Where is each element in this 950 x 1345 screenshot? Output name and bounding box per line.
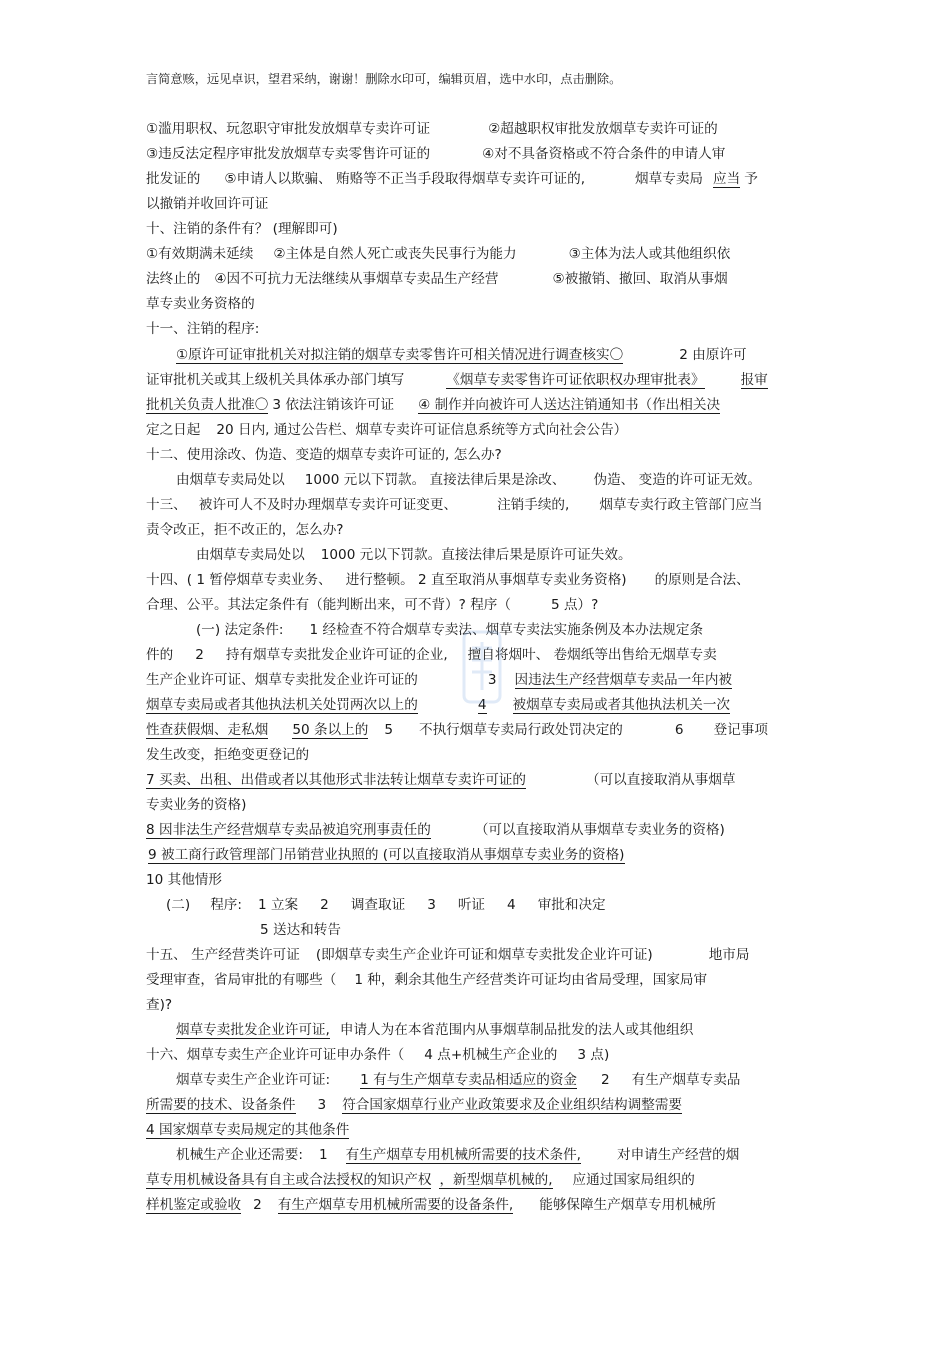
text-segment: 1000 元以下罚款。 直接法律后果是涂改、 (304, 472, 566, 488)
text-segment: 以撤销并收回许可证 (146, 196, 269, 212)
text-segment: 1 种，剩余其他生产经营类许可证均由省局受理，国家局审 (354, 972, 708, 988)
text-segment: 应通过国家局组织的 (572, 1172, 695, 1188)
text-line (146, 519, 344, 541)
text-segment: 伪造、 变造的许可证无效。 (593, 472, 761, 488)
text-segment: 性查获假烟、走私烟 (146, 722, 269, 738)
text-segment: 被烟草专卖局或者其他执法机关一次 (512, 697, 731, 713)
text-segment: 十六、烟草专卖生产企业许可证申办条件（ (146, 1047, 405, 1063)
text-segment: 听证 (457, 897, 486, 913)
text-line (146, 118, 718, 140)
text-segment: 符合国家烟草行业产业政策要求及企业组织结构调整需要 (342, 1097, 683, 1113)
text-line (176, 469, 761, 491)
text-line (146, 419, 627, 441)
text-line (146, 669, 732, 691)
text-segment: (即烟草专卖生产企业许可证和烟草专卖批发企业许可证) (315, 947, 653, 963)
text-segment: 所需要的技术、设备条件 (146, 1097, 296, 1113)
text-line (146, 1194, 716, 1216)
text-line (176, 344, 747, 366)
text-segment: 《烟草专卖零售许可证依职权办理审批表》 (446, 372, 705, 388)
text-line (146, 394, 720, 416)
text-segment: ①滥用职权、玩忽职守审批发放烟草专卖许可证 (146, 121, 431, 137)
text-segment: (二) (166, 897, 191, 913)
text-segment: ③违反法定程序审批发放烟草专卖零售许可证的 (146, 146, 431, 162)
text-segment: 程序: (210, 897, 242, 913)
text-segment: 50 条以上的 (292, 722, 369, 738)
text-segment: 因违法生产经营烟草专卖品一年内被 (514, 672, 733, 688)
text-segment: 3 (427, 897, 436, 913)
text-segment: 由烟草专卖局处以 (196, 547, 305, 563)
text-segment: 十五、 生产经营类许可证 (146, 947, 300, 963)
text-segment: 应当 (713, 171, 741, 187)
text-segment: 生产企业许可证、烟草专卖批发企业许可证的 (146, 672, 418, 688)
text-line (146, 694, 730, 716)
text-segment: 草专用机械设备具有自主或合法授权的知识产权 (146, 1172, 432, 1188)
text-segment: ①有效期满未延续 (146, 246, 254, 262)
text-line (146, 569, 750, 591)
text-line (146, 769, 736, 791)
text-line (146, 1044, 609, 1066)
text-segment: ⑤被撤销、撤回、取消从事烟 (552, 271, 728, 287)
text-segment: 5 (384, 722, 393, 738)
text-line (196, 544, 632, 566)
text-segment: 3 点) (577, 1047, 610, 1063)
text-line (146, 143, 725, 165)
text-segment: 2 (601, 1072, 610, 1088)
text-segment: 发生改变，拒绝变更登记的 (146, 747, 310, 763)
text-segment: ③主体为法人或其他组织依 (568, 246, 731, 262)
text-segment: ④对不具备资格或不符合条件的申请人审 (482, 146, 726, 162)
text-segment: 草专卖业务资格的 (146, 296, 255, 312)
text-line (146, 243, 730, 265)
text-segment: 受理审查，省局审批的有哪些（ (146, 972, 337, 988)
text-segment: 有生产烟草专用机械所需要的技术条件, (345, 1147, 582, 1163)
text-segment: 十三、 (146, 497, 187, 513)
text-segment: ②超越职权审批发放烟草专卖许可证的 (488, 121, 718, 137)
text-segment: 予 (744, 171, 758, 187)
text-segment: ④因不可抗力无法继续从事烟草专卖品生产经营 (214, 271, 499, 287)
text-line (146, 744, 309, 766)
text-line (146, 318, 259, 340)
text-line (146, 1119, 349, 1141)
text-segment: ④ 制作并向被许可人送达注销通知书（作出相关决 (418, 397, 721, 413)
text-line (146, 218, 338, 240)
text-segment: 十一、注销的程序: (146, 321, 260, 337)
text-line (260, 919, 341, 941)
text-segment: 责令改正，拒不改正的，怎么办? (146, 522, 344, 538)
text-segment: ⑤申请人以欺骗、 贿赂等不正当手段取得烟草专卖许可证的, (224, 171, 586, 187)
text-segment: 擅自将烟叶、 卷烟纸等出售给无烟草专卖 (467, 647, 717, 663)
text-segment: 2 (253, 1197, 262, 1213)
text-segment: 能够保障生产烟草专用机械所 (539, 1197, 716, 1213)
text-segment: 机械生产企业还需要: (176, 1147, 303, 1163)
page-header-note: 言简意赅，远见卓识，望君采纳，谢谢！删除水印可，编辑页眉，选中水印，点击删除。 (146, 72, 622, 86)
watermark-icon (462, 630, 502, 704)
text-segment: 批发证的 (146, 171, 201, 187)
text-segment: 2 (320, 897, 329, 913)
text-line (166, 894, 606, 916)
text-segment: （可以直接取消从事烟草 (586, 772, 736, 788)
text-line (146, 444, 502, 466)
text-segment: 进行整顿。 2 直至取消从事烟草专卖业务资格) (345, 572, 627, 588)
text-segment: 20 日内, 通过公告栏、烟草专卖许可证信息系统等方式向社会公告） (216, 422, 628, 438)
text-line (148, 844, 625, 866)
text-line (146, 944, 750, 966)
text-segment: 申请人为在本省范围内从事烟草制品批发的法人或其他组织 (339, 1022, 694, 1038)
text-line (146, 369, 768, 391)
text-segment: 由烟草专卖局处以 (176, 472, 285, 488)
text-segment: 被许可人不及时办理烟草专卖许可证变更、 (198, 497, 458, 513)
text-segment: 不执行烟草专卖局行政处罚决定的 (419, 722, 623, 738)
text-segment: 6 (674, 722, 684, 738)
text-segment: 合理、公平。其法定条件有（能判断出来，可不背）? 程序（ (146, 597, 511, 613)
text-segment: 烟草专卖批发企业许可证, (176, 1022, 330, 1038)
text-line (146, 819, 725, 841)
text-segment: 烟草专卖生产企业许可证: (176, 1072, 331, 1088)
text-segment: 5 点）? (550, 597, 599, 613)
text-segment: 十二、使用涂改、伪造、变造的烟草专卖许可证的, 怎么办? (146, 447, 502, 463)
text-line (146, 168, 758, 190)
text-line (146, 719, 768, 741)
text-segment: 十、注销的条件有？ (理解即可) (146, 221, 338, 237)
text-segment: 批机关负责人批准〇 (146, 397, 269, 413)
text-segment: 报审 (740, 372, 768, 388)
text-segment: 法终止的 (146, 271, 201, 287)
text-line (176, 1019, 693, 1041)
text-line (146, 594, 598, 616)
text-segment: 4 点+机械生产企业的 (424, 1047, 558, 1063)
text-line (146, 193, 268, 215)
text-segment: 1000 元以下罚款。直接法律后果是原许可证失效。 (320, 547, 632, 563)
text-segment: 2 由原许可 (679, 347, 747, 363)
text-segment: 样机鉴定或验收 (146, 1197, 242, 1213)
text-segment: ②主体是自然人死亡或丧失民事行为能力 (273, 246, 517, 262)
text-segment: ①原许可证审批机关对拟注销的烟草专卖零售许可相关情况进行调查核实〇 (176, 347, 624, 363)
text-line (146, 268, 728, 290)
text-segment: 4 国家烟草专卖局规定的其他条件 (146, 1122, 350, 1138)
text-line (146, 1094, 682, 1116)
text-line (176, 1144, 739, 1166)
text-segment: 3 (487, 672, 497, 688)
text-segment: 2 (195, 647, 204, 663)
text-line (196, 619, 703, 641)
text-segment: 1 (318, 1147, 328, 1163)
text-line (176, 1069, 740, 1091)
text-segment: 5 送达和转告 (260, 922, 341, 938)
text-segment: 调查取证 (350, 897, 406, 913)
text-segment: 审批和决定 (537, 897, 606, 913)
text-segment: 9 被工商行政管理部门吊销营业执照的 (可以直接取消从事烟草专卖业务的资格) (148, 847, 625, 863)
text-line (146, 1169, 695, 1191)
text-line (146, 494, 762, 516)
text-segment: 登记事项 (713, 722, 768, 738)
text-segment: 有生产烟草专卖品 (631, 1072, 741, 1088)
text-segment: 烟草专卖局 (635, 171, 704, 187)
text-line (146, 794, 246, 816)
text-line (146, 644, 717, 666)
text-segment: （可以直接取消从事烟草专卖业务的资格) (474, 822, 725, 838)
text-segment: 4 (507, 897, 516, 913)
text-segment: 10 其他情形 (146, 872, 222, 888)
text-segment: 地市局 (708, 947, 750, 963)
text-segment: (一) 法定条件: (196, 622, 284, 638)
text-segment: 有生产烟草专用机械所需要的设备条件, (277, 1197, 514, 1213)
text-segment: 1 有与生产烟草专卖品相适应的资金 (360, 1072, 577, 1088)
text-segment: 烟草专卖局或者其他执法机关处罚两次以上的 (146, 697, 418, 713)
text-segment: 查)? (146, 997, 173, 1013)
text-segment: ，新型烟草机械的, (439, 1172, 553, 1188)
text-segment: 证审批机关或其上级机关具体承办部门填写 (146, 372, 405, 388)
text-line (146, 869, 222, 891)
text-segment: 对申请生产经营的烟 (617, 1147, 740, 1163)
text-line (146, 994, 172, 1016)
text-segment: 4 (477, 697, 487, 713)
text-segment: 8 因非法生产经营烟草专卖品被追究刑事责任的 (146, 822, 431, 838)
text-segment: 3 依法注销该许可证 (272, 397, 395, 413)
text-segment: 定之日起 (146, 422, 201, 438)
text-segment: 1 立案 (257, 897, 299, 913)
text-line (146, 969, 707, 991)
text-segment: 3 (317, 1097, 327, 1113)
text-segment: 1 经检查不符合烟草专卖法、烟草专卖法实施条例及本办法规定条 (309, 622, 704, 638)
text-segment: 持有烟草专卖批发企业许可证的企业, (225, 647, 448, 663)
text-segment: 的原则是合法、 (654, 572, 750, 588)
text-segment: 件的 (146, 647, 174, 663)
text-line (146, 293, 255, 315)
text-segment: 注销手续的, (497, 497, 570, 513)
text-segment: 专卖业务的资格) (146, 797, 247, 813)
text-segment: 烟草专卖行政主管部门应当 (599, 497, 763, 513)
text-segment: 十四、( 1 暂停烟草专卖业务、 (146, 572, 332, 588)
text-segment: 7 买卖、出租、出借或者以其他形式非法转让烟草专卖许可证的 (146, 772, 526, 788)
